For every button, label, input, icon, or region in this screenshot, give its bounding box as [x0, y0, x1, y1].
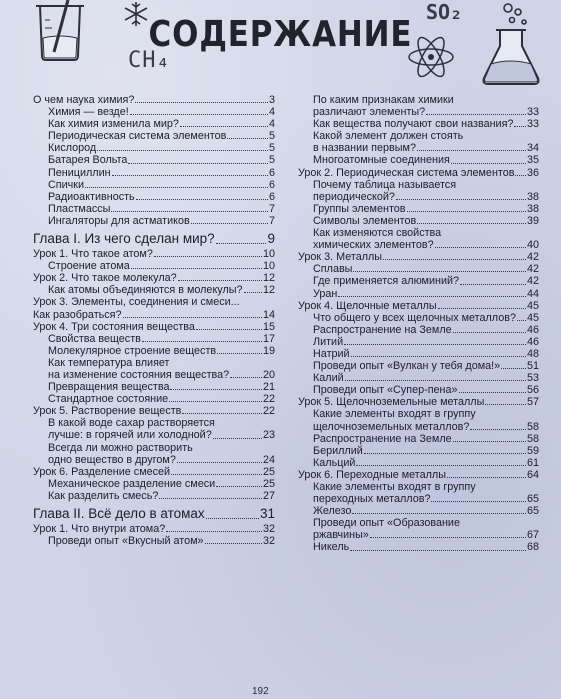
dot-leader: [216, 486, 262, 487]
toc-entry-page: 21: [262, 381, 275, 394]
toc-entry: [298, 203, 539, 215]
dot-leader: [383, 259, 526, 260]
toc-entry: [33, 345, 275, 357]
dot-leader: [177, 462, 262, 463]
toc-entry: [33, 333, 275, 345]
toc-entry-text: Литий: [313, 335, 344, 348]
toc-entry-text: Урок 4. Три состояния вещества: [33, 320, 195, 333]
toc-entry: [33, 167, 275, 179]
dot-leader: [97, 150, 268, 151]
toc-entry-page: 46: [526, 323, 539, 336]
toc-chapter: [33, 506, 275, 522]
toc-entry: [298, 469, 539, 481]
toc-entry: [298, 348, 539, 360]
toc-entry-text: Проведи опыт «Вулкан у тебя дома!»: [313, 360, 501, 373]
toc-entry-text: Урок 4. Щелочные металлы: [298, 299, 437, 312]
toc-entry: [33, 296, 275, 308]
toc-entry-page: 19: [262, 344, 275, 357]
flask-icon: [478, 2, 544, 88]
toc-entry-text: Калий: [313, 372, 344, 385]
toc-entry: [298, 336, 539, 348]
dot-leader: [135, 102, 268, 103]
toc-entry-page: 38: [526, 190, 539, 203]
toc-entry-page: 33: [526, 118, 539, 131]
toc-entry-text: Символы элементов: [313, 214, 417, 227]
toc-entry-page: 22: [262, 393, 275, 406]
toc-entry-text: Как химия изменила мир?: [48, 118, 179, 131]
toc-entry-page: 4: [268, 118, 275, 131]
toc-chapter: [33, 231, 275, 247]
dot-leader: [123, 317, 262, 318]
dot-leader: [396, 199, 526, 200]
dot-leader: [447, 477, 526, 478]
toc-entry-text: Многоатомные соединения: [313, 154, 450, 167]
toc-entry-text: Урок 2. Что такое молекула?: [33, 272, 177, 285]
toc-entry-text: лучше: в горячей или холодной?: [48, 429, 212, 442]
toc-entry: [33, 284, 275, 296]
toc-entry-page: 4: [268, 106, 275, 119]
toc-entry-text: Как вещества получают свои названия?: [313, 118, 514, 131]
toc-entry-text: Какие элементы входят в группу: [313, 481, 476, 493]
toc-entry-page: 10: [262, 248, 275, 261]
toc-entry-text: Проведи опыт «Образование: [313, 517, 460, 530]
toc-entry: [33, 130, 275, 142]
dot-leader: [206, 518, 259, 519]
dot-leader: [485, 404, 526, 405]
toc-entry-text: Распространение на Земле: [313, 323, 452, 336]
toc-entry: [33, 203, 275, 215]
dot-leader: [182, 413, 262, 414]
toc-entry: [298, 445, 539, 457]
toc-entry-text: Урок 6. Разделение смесей: [33, 465, 171, 478]
toc-entry-page: 24: [262, 453, 275, 466]
dot-leader: [112, 175, 268, 176]
dot-leader: [470, 429, 526, 430]
toc-entry: [33, 260, 275, 272]
toc-entry-text: Кислород: [48, 142, 97, 155]
dot-leader: [344, 344, 526, 345]
dot-leader: [453, 332, 526, 333]
dot-leader: [514, 126, 526, 127]
dot-leader: [205, 543, 262, 544]
toc-entry-page: 6: [268, 190, 275, 203]
toc-entry: [33, 357, 275, 381]
toc-entry-page: 44: [526, 287, 539, 300]
toc-entry: [298, 118, 539, 130]
dot-leader: [370, 537, 526, 538]
toc-entry-text: Свойства веществ: [48, 332, 141, 345]
toc-entry-page: 38: [526, 202, 539, 215]
toc-entry-text: Урок 5. Растворение веществ: [33, 405, 182, 418]
toc-entry-text: Урок 2. Периодическая система элементов: [298, 166, 515, 179]
toc-entry: [298, 251, 539, 263]
toc-entry: [298, 481, 539, 505]
toc-entry: [298, 300, 539, 312]
toc-entry-page: 31: [259, 506, 275, 521]
toc-entry-page: 17: [262, 332, 275, 345]
dot-leader: [191, 223, 268, 224]
toc-entry-text: Спички: [48, 178, 85, 191]
toc-entry-page: 23: [262, 429, 275, 442]
toc-entry: [298, 179, 539, 203]
dot-leader: [460, 284, 526, 285]
toc-entry-text: Как температура влияет: [48, 356, 170, 369]
toc-entry: [298, 505, 539, 517]
toc-entry-text: Никель: [313, 541, 350, 554]
toc-entry-page: 34: [526, 142, 539, 155]
toc-entry: [298, 408, 539, 432]
dot-leader: [171, 474, 262, 475]
dot-leader: [364, 453, 526, 454]
dot-leader: [356, 465, 526, 466]
toc-entry: [33, 442, 275, 466]
toc-entry-page: 45: [526, 311, 539, 324]
toc-entry: [33, 118, 275, 130]
toc-entry: [33, 154, 275, 166]
toc-entry: [33, 94, 275, 106]
toc-entry: [33, 478, 275, 490]
dot-leader: [352, 513, 526, 514]
toc-entry-page: 51: [526, 360, 539, 373]
toc-entry: [298, 167, 539, 179]
toc-entry: [33, 490, 275, 502]
toc-entry: [33, 321, 275, 333]
toc-entry-text: Какой элемент должен стоять: [313, 130, 464, 143]
toc-entry: [298, 227, 539, 251]
toc-entry-text: на изменение состояния вещества?: [48, 368, 230, 381]
toc-entry-page: 15: [262, 320, 275, 333]
dot-leader: [196, 329, 262, 330]
toc-entry-page: 5: [268, 154, 275, 167]
toc-entry-page: 10: [262, 260, 275, 273]
toc-entry-text: Какие элементы входят в группу: [313, 408, 476, 421]
toc-entry-text: Группы элементов: [313, 202, 406, 215]
toc-entry-text: Проведи опыт «Супер-пена»: [313, 384, 458, 397]
toc-entry-page: 48: [526, 347, 539, 360]
toc-entry-page: 7: [268, 214, 275, 227]
toc-entry-page: 64: [526, 468, 539, 481]
toc-entry-page: 36: [526, 166, 539, 179]
toc-entry-text: Механическое разделение смеси: [48, 477, 216, 490]
dot-leader: [345, 380, 526, 381]
dot-leader: [169, 401, 262, 402]
toc-entry-text: Натрий: [313, 347, 350, 360]
dot-leader: [213, 438, 262, 439]
dot-leader: [353, 271, 526, 272]
toc-entry-page: 6: [268, 166, 275, 179]
toc-entry-text: Урок 5. Щелочноземельные металлы: [298, 396, 485, 409]
toc-entry-page: 7: [268, 202, 275, 215]
toc-entry-text: Урок 3. Элементы, соединения и смеси...: [33, 296, 240, 309]
dot-leader: [426, 114, 526, 115]
dot-leader: [515, 175, 526, 176]
toc-entry-text: Пластмассы: [48, 202, 111, 215]
toc-entry-text: Уран: [313, 287, 338, 300]
toc-entry-page: 12: [262, 272, 275, 285]
toc-entry-text: Сплавы: [313, 263, 353, 276]
dot-leader: [111, 211, 268, 212]
dot-leader: [417, 150, 526, 151]
toc-entry-text: Радиоактивность: [48, 190, 135, 203]
toc-entry-page: 22: [262, 405, 275, 418]
dot-leader: [501, 368, 526, 369]
toc-entry-text: Урок 1. Что внутри атома?: [33, 523, 166, 535]
toc-entry-text: периодической?: [313, 190, 395, 203]
dot-leader: [517, 320, 526, 321]
dot-leader: [170, 389, 262, 390]
toc-entry-page: 67: [526, 529, 539, 542]
dot-leader: [130, 114, 268, 115]
toc-entry-page: 65: [526, 505, 539, 518]
toc-entry: [298, 517, 539, 541]
toc-entry-text: Железо: [313, 505, 352, 518]
dot-leader: [230, 377, 262, 378]
dot-leader: [166, 531, 262, 532]
toc-left-column: [33, 94, 275, 547]
sulfur-dioxide-formula: SO₂: [426, 0, 463, 24]
toc-entry-text: Превращения вещества: [48, 381, 170, 394]
toc-entry: [33, 417, 275, 441]
dot-leader: [451, 163, 526, 164]
toc-entry-text: в названии первым?: [313, 142, 416, 155]
dot-leader: [159, 498, 262, 499]
toc-entry: [298, 263, 539, 275]
toc-entry-page: 33: [526, 106, 539, 119]
dot-leader: [136, 199, 268, 200]
toc-entry: [33, 272, 275, 284]
toc-entry: [298, 312, 539, 324]
toc-entry-text: Пенициллин: [48, 166, 111, 179]
dot-leader: [431, 501, 526, 502]
toc-entry-page: 25: [262, 477, 275, 490]
toc-entry-text: Почему таблица называется: [313, 178, 457, 191]
dot-leader: [85, 187, 268, 188]
toc-entry-page: 35: [526, 154, 539, 167]
toc-entry-page: 6: [268, 178, 275, 191]
toc-entry-page: 14: [262, 308, 275, 321]
toc-entry-text: Бериллий: [313, 444, 363, 457]
toc-entry-text: переходных металлов?: [313, 493, 431, 506]
dot-leader: [217, 353, 262, 354]
toc-entry: [298, 324, 539, 336]
toc-entry-text: Проведи опыт «Вкусный атом»: [48, 535, 204, 548]
toc-entry: [298, 94, 539, 118]
dot-leader: [128, 163, 268, 164]
toc-entry: [298, 433, 539, 445]
toc-entry-text: Как разобраться?: [33, 308, 122, 321]
toc-entry: [298, 457, 539, 469]
toc-entry-text: Урок 3. Металлы: [298, 251, 383, 264]
toc-entry-page: 45: [526, 299, 539, 312]
toc-entry-text: О чем наука химия?: [33, 94, 135, 106]
toc-entry-page: 5: [268, 130, 275, 143]
toc-entry-text: Как атомы объединяются в молекулы?: [48, 284, 243, 297]
toc-entry-page: 57: [526, 396, 539, 409]
page-title: СОДЕРЖАНИЕ: [148, 14, 413, 55]
dot-leader: [131, 268, 262, 269]
toc-entry: [33, 106, 275, 118]
dot-leader: [453, 441, 526, 442]
toc-entry-text: Как изменяются свойства: [313, 227, 442, 240]
dot-leader: [180, 126, 268, 127]
dot-leader: [438, 308, 526, 309]
toc-entry-text: Периодическая система элементов: [48, 130, 227, 143]
toc-entry-text: различают элементы?: [313, 106, 426, 119]
toc-entry-page: 42: [526, 275, 539, 288]
toc-entry-text: Молекулярное строение веществ: [48, 344, 217, 357]
toc-entry-page: 68: [526, 541, 539, 554]
toc-entry-text: одно вещество в другом?: [48, 453, 176, 466]
toc-entry-text: Глава II. Всё дело в атомах: [33, 506, 205, 521]
toc-entry-text: Глава I. Из чего сделан мир?: [33, 231, 215, 247]
toc-entry: [298, 541, 539, 553]
toc-entry: [33, 142, 275, 154]
toc-entry: [33, 179, 275, 191]
toc-entry-text: Батарея Вольта: [48, 154, 128, 167]
dot-leader: [407, 211, 526, 212]
toc-entry-page: 9: [267, 231, 275, 247]
toc-entry-text: Кальций: [313, 456, 356, 469]
toc-entry: [33, 405, 275, 417]
toc-entry-text: В какой воде сахар растворяется: [48, 417, 215, 430]
toc-entry: [298, 288, 539, 300]
toc-entry-page: 40: [526, 239, 539, 252]
toc-entry: [298, 154, 539, 166]
dot-leader: [216, 243, 267, 244]
toc-entry: [298, 396, 539, 408]
page-header: [0, 0, 561, 92]
dot-leader: [351, 356, 526, 357]
dot-leader: [350, 550, 526, 551]
toc-entry-text: По каким признакам химики: [313, 94, 454, 106]
toc-entry-page: 32: [262, 523, 275, 535]
toc-entry: [33, 309, 275, 321]
toc-entry-page: 20: [262, 368, 275, 381]
toc-entry: [33, 535, 275, 547]
toc-entry-page: 46: [526, 335, 539, 348]
toc-entry: [298, 360, 539, 372]
toc-entry: [33, 191, 275, 203]
toc-entry-page: 39: [526, 214, 539, 227]
toc-entry-text: Химия — везде!: [48, 106, 129, 119]
toc-entry-text: химических элементов?: [313, 239, 434, 252]
dot-leader: [435, 247, 526, 248]
toc-entry-text: Стандартное состояние: [48, 393, 169, 406]
methane-formula: CH₄: [128, 48, 171, 73]
toc-entry: [33, 248, 275, 260]
toc-entry-page: 58: [526, 432, 539, 445]
toc-entry: [33, 215, 275, 227]
toc-entry-page: 32: [262, 535, 275, 548]
toc-entry: [298, 372, 539, 384]
toc-entry: [33, 393, 275, 405]
atom-icon: [406, 34, 456, 80]
toc-entry-text: Строение атома: [48, 260, 130, 273]
toc-entry: [298, 215, 539, 227]
dot-leader: [417, 223, 526, 224]
toc-entry-page: 58: [526, 420, 539, 433]
dot-leader: [142, 341, 262, 342]
toc-entry: [298, 384, 539, 396]
dot-leader: [459, 392, 526, 393]
toc-entry-page: 53: [526, 372, 539, 385]
toc-entry: [33, 523, 275, 535]
toc-entry-page: 27: [262, 489, 275, 502]
dot-leader: [338, 296, 526, 297]
toc-entry: [298, 275, 539, 287]
dot-leader: [227, 138, 268, 139]
dot-leader: [244, 292, 262, 293]
toc-entry-page: 5: [268, 142, 275, 155]
dot-leader: [154, 256, 262, 257]
toc-entry-page: 65: [526, 493, 539, 506]
toc-entry-text: Где применяется алюминий?: [313, 275, 460, 288]
toc-entry-text: Распространение на Земле: [313, 432, 452, 445]
toc-entry-text: Как разделить смесь?: [48, 489, 159, 502]
toc-entry-text: Всегда ли можно растворить: [48, 441, 193, 454]
toc-entry-page: 59: [526, 444, 539, 457]
page-number: 192: [252, 686, 269, 697]
dot-leader: [178, 280, 262, 281]
toc-entry-text: ржавчины»: [313, 529, 369, 542]
toc-entry-page: 42: [526, 251, 539, 264]
toc-entry: [33, 466, 275, 478]
toc-entry-text: Урок 1. Что такое атом?: [33, 248, 153, 261]
toc-entry-page: 56: [526, 384, 539, 397]
toc-entry: [298, 130, 539, 154]
toc-right-column: [298, 94, 539, 554]
toc-entry-page: 25: [262, 465, 275, 478]
toc-entry-page: 61: [526, 456, 539, 469]
toc-entry-page: 42: [526, 263, 539, 276]
toc-entry-page: 3: [268, 94, 275, 106]
toc-entry-text: щелочноземельных металлов?: [313, 420, 470, 433]
toc-entry: [33, 381, 275, 393]
toc-entry-text: Ингаляторы для астматиков: [48, 214, 190, 227]
toc-entry-text: Что общего у всех щелочных металлов?: [313, 311, 516, 324]
toc-entry-text: Урок 6. Переходные металлы: [298, 468, 446, 481]
toc-entry-page: 12: [262, 284, 275, 297]
